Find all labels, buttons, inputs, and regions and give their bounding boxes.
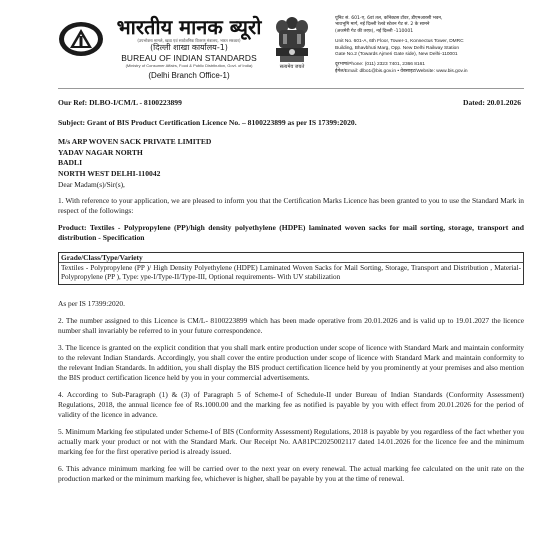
emblem-caption: सत्यमेव जयते [279, 64, 305, 70]
address-english-line: Gate No.2 (Towards Ajmeri Gate side), New Delhi-110001 [335, 52, 458, 58]
letter-body [58, 180, 524, 491]
address-english-line: Building, Bhavbhuti Marg, Opp. New Delhi Railway Station [335, 45, 459, 51]
office-address-block [335, 16, 525, 75]
reference-number: Our Ref: DLBO-I/CM/L - 8100223899 [58, 98, 182, 107]
address-english-line: Unit No. 601-A, 6th Floor, Tower-1, Konnectus Tower, DMRC [335, 39, 464, 45]
addressee-block [58, 137, 211, 179]
letterhead-divider [58, 88, 524, 89]
letter-date: Dated: 20.01.2026 [462, 98, 521, 107]
org-office-hindi: (दिल्ली शाखा कार्यालय-1) [150, 43, 228, 52]
paragraph-6: 6. This advance minimum marking fee will be carried over to the next year on every renewal. The actual marking fee calculated on the unit rate on the production marked or the minimum marking fee, whichever is higher, shall be payable by you at the time of renewal. [58, 463, 524, 483]
standard-reference: As per IS 17399:2020. [58, 298, 125, 308]
org-tagline-hindi: (उपभोक्ता मामले, खाद्य एवं सार्वजनिक वितरण मंत्रालय, भारत सरकार) [137, 38, 241, 43]
org-name-english: BUREAU OF INDIAN STANDARDS [121, 53, 257, 63]
product-description: Product: Textiles - Polypropylene (PP)/high density polyethylene (HDPE) laminated woven sacks for mail sorting, storage, transport and distribution - Specification [58, 223, 524, 242]
addressee-line: YADAV NAGAR NORTH [58, 147, 143, 157]
national-emblem-icon [270, 14, 314, 80]
grade-table-header: Grade/Class/Type/Variety [59, 253, 523, 263]
addressee-line: NORTH WEST DELHI-110042 [58, 168, 161, 178]
org-name-hindi: भारतीय मानक ब्यूरो [116, 15, 262, 39]
paragraph-5: 5. Minimum Marking fee stipulated under Scheme-I of BIS (Conformity Assessment) Regulations, 2018 is payable by you regardless of the fact whether you actually mark your product or not with the Standard Mark. Our Receipt No. AA81PC2025002117 dated 14.01.2026 for the licence fee and the minimum marking fee for the first operative period is already issued. [58, 426, 524, 456]
paragraph-1: 1. With reference to your application, we are pleased to inform you that the Certification Marks Licence has been granted to you to use the Standard Mark in respect of the followings: [58, 196, 524, 215]
paragraph-4: 4. According to Sub-Paragraph (1) & (3) of Paragraph 5 of Scheme-I of Schedule-II under Bureau of Indian Standards (Conformity Assessment) Regulations, 2018, the annual licence fee of Rs.1000.00 and the marking fee as notified is payable by you with effect from 20.01.2026 for the period of validity of the licence in advance. [58, 389, 524, 419]
grade-table-cell: Textiles - Polypropylene (PP )/ High Density Polyethylene (HDPE) Laminated Woven Sacks for Mail Sorting, Storage, Transport and Distribution , Material- Polypropylene (PP ), Type: ype-I/Type-II/Type-III, Optional requirements- With UV stabilization [61, 264, 521, 282]
addressee-line: M/s ARP WOVEN SACK PRIVATE LIMITED [58, 137, 212, 146]
address-hindi-line: (अजमेरी गेट की तरफ़), नई दिल्ली -110001 [335, 28, 414, 34]
salutation: Dear Madam(s)/Sir(s), [58, 180, 125, 189]
address-hindi-line: भावभूमि मार्ग, नई दिल्ली रेलवे स्टेशन गेट सं. 2 के सामने [335, 22, 430, 28]
addressee-line: BADLI [58, 158, 83, 167]
bis-logo-icon [58, 21, 104, 57]
org-office-english: (Delhi Branch Office-1) [148, 71, 230, 80]
org-tagline-english: (Ministry of Consumer Affairs, Food & Public Distribution, Govt. of India) [125, 63, 253, 68]
grade-table [58, 252, 524, 285]
phone-line: दूरभाष/Phone: (011) 2323 7401, 2366 8161 [335, 62, 425, 68]
paragraph-3: 3. The licence is granted on the explicit condition that you shall mark entire production under scope of licence with Standard Mark and maintain conformity to the relevant Indian Standards. Accordingly, you shall cover the entire production under scope of licence with Standard Mark and maintain conformity to the relevant Indian Standards. In addition, you shall display the BIS product certification licence held by you prominently at your premises and also mention the BIS product certification licence held by you in your commercial advertisements. [58, 342, 524, 382]
address-hindi-line: यूनिट सं. 601-ए, 6वां तल, कॉनेक्टस टॉवर, डीएमआरसी भवन, [335, 16, 443, 21]
organisation-name-block [110, 16, 268, 68]
letter-subject: Subject: Grant of BIS Product Certification Licence No. – 8100223899 as per IS 17399:2020. [58, 118, 357, 127]
email-line: ईमेल/Email: dlbo1@bis.gov.in • वेबसाइट/Website: www.bis.gov.in [335, 68, 468, 74]
paragraph-2: 2. The number assigned to this Licence is CM/L- 8100223899 which has been made operative from 20.01.2026 and is valid up to 19.01.2027 the licence number shall invariably be referred to in your future correspondence. [58, 315, 524, 335]
